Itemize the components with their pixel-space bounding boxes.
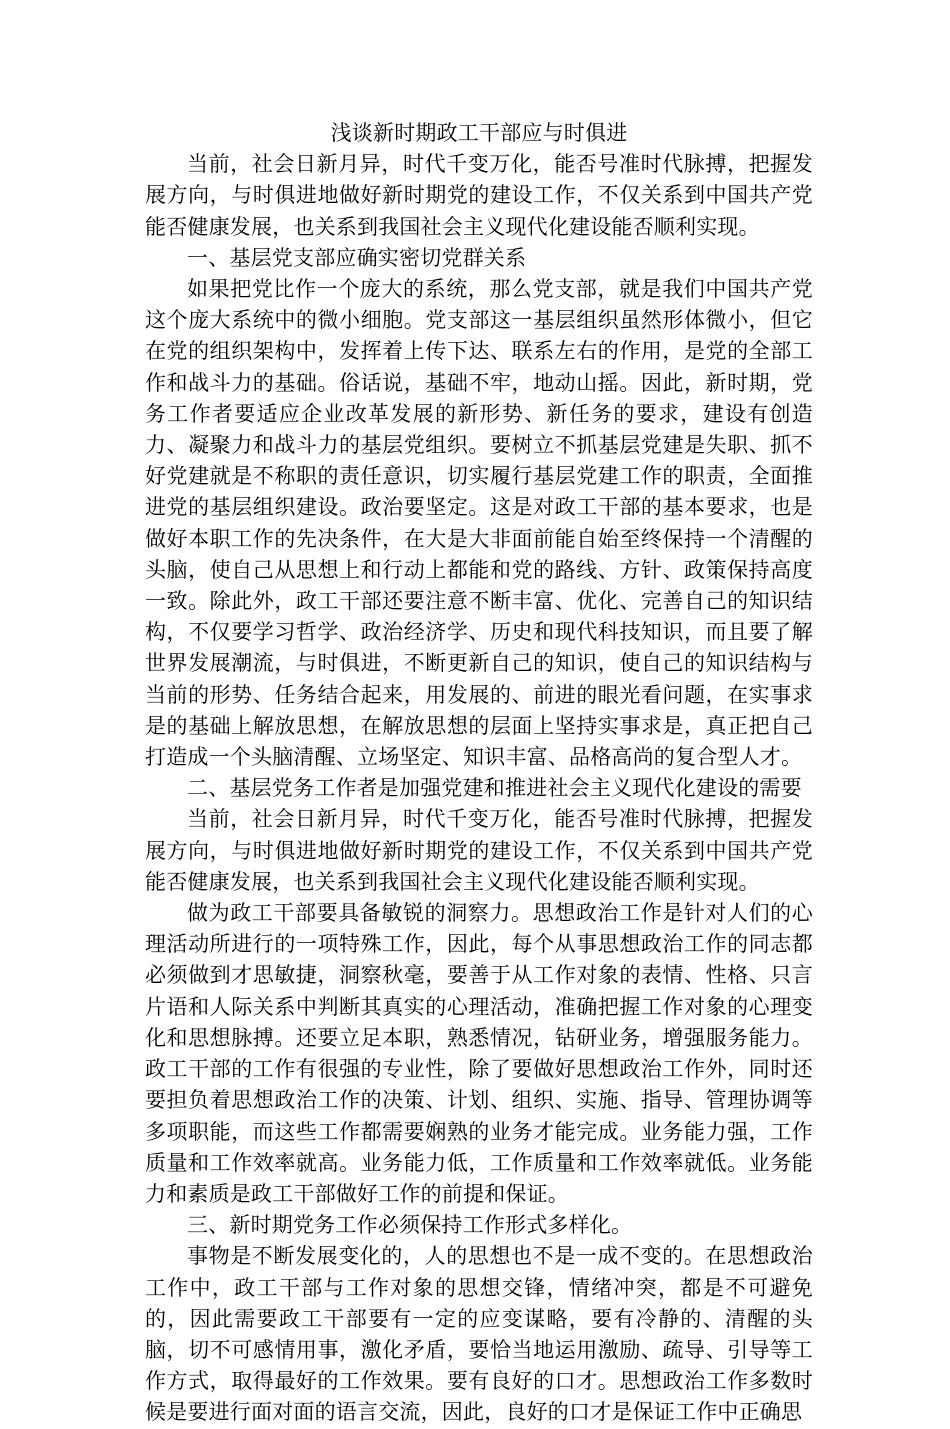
section-heading-3: 三、新时期党务工作必须保持工作形式多样化。 <box>187 1213 633 1238</box>
section-heading-2: 二、基层党务工作者是加强党建和推进社会主义现代化建设的需要 <box>187 776 802 801</box>
section-heading-1: 一、基层党支部应确实密切党群关系 <box>187 245 527 270</box>
document-title: 浅谈新时期政工干部应与时俱进 <box>330 121 628 145</box>
paragraph-section-2b: 做为政工干部要具备敏锐的洞察力。思想政治工作是针对人们的心理活动所进行的一项特殊工作，因此，每个从事思想政治工作的同志都必须做到才思敏捷，洞察秋毫，要善于从工作对象的表情、性格、只言片语和人际关系中判断其真实的心理活动，准确把握工作对象的心理变化和思想脉搏。还要立足本职，熟悉情况，钻研业务，增强服务能力。政工干部的工作有很强的专业性，除了要做好思想政治工作外，同时还要担负着思想政治工作的决策、计划、组织、实施、指导、管理协调等多项职能，而这些工作都需要娴熟的业务才能完成。业务能力强，工作质量和工作效率就高。业务能力低，工作质量和工作效率就低。业务能力和素质是政工干部做好工作的前提和保证。 <box>145 901 813 1206</box>
paragraph-section-1: 如果把党比作一个庞大的系统，那么党支部，就是我们中国共产党这个庞大系统中的微小细胞。党支部这一基层组织虽然形体微小，但它在党的组织架构中，发挥着上传下达、联系左右的作用，是党的全部工作和战斗力的基础。俗话说，基础不牢，地动山摇。因此，新时期，党务工作者要适应企业改革发展的新形势、新任务的要求，建设有创造力、凝聚力和战斗力的基层党组织。要树立不抓基层党建是失职、抓不好党建就是不称职的责任意识，切实履行基层党建工作的职责，全面推进党的基层组织建设。政治要坚定。这是对政工干部的基本要求，也是做好本职工作的先决条件，在大是大非面前能自始至终保持一个清醒的头脑，使自己从思想上和行动上都能和党的路线、方针、政策保持高度一致。除此外，政工干部还要注意不断丰富、优化、完善自己的知识结构，不仅要学习哲学、政治经济学、历史和现代科技知识，而且要了解世界发展潮流，与时俱进，不断更新自己的知识，使自己的知识结构与当前的形势、任务结合起来，用发展的、前进的眼光看问题，在实事求是的基础上解放思想，在解放思想的层面上坚持实事求是，真正把自己打造成一个头脑清醒、立场坚定、知识丰富、品格高尚的复合型人才。 <box>145 277 813 770</box>
paragraph-section-2a: 当前，社会日新月异，时代千变万化，能否号准时代脉搏，把握发展方向，与时俱进地做好新时期党的建设工作，不仅关系到中国共产党能否健康发展，也关系到我国社会主义现代化建设能否顺利实现。 <box>145 807 813 894</box>
document-page <box>145 118 813 1429</box>
paragraph-section-3: 事物是不断发展变化的，人的思想也不是一成不变的。在思想政治工作中，政工干部与工作对象的思想交锋，情绪冲突，都是不可避免的，因此需要政工干部要有一定的应变谋略，要有冷静的、清醒的头脑，切不可感情用事，激化矛盾，要恰当地运用激励、疏导、引导等工作方式，取得最好的工作效果。要有良好的口才。思想政治工作多数时候是要进行面对面的语言交流，因此，良好的口才是保证工作中正确思 <box>145 1244 813 1425</box>
paragraph-intro: 当前，社会日新月异，时代千变万化，能否号准时代脉搏，把握发展方向，与时俱进地做好新时期党的建设工作，不仅关系到中国共产党能否健康发展，也关系到我国社会主义现代化建设能否顺利实现。 <box>145 152 813 239</box>
